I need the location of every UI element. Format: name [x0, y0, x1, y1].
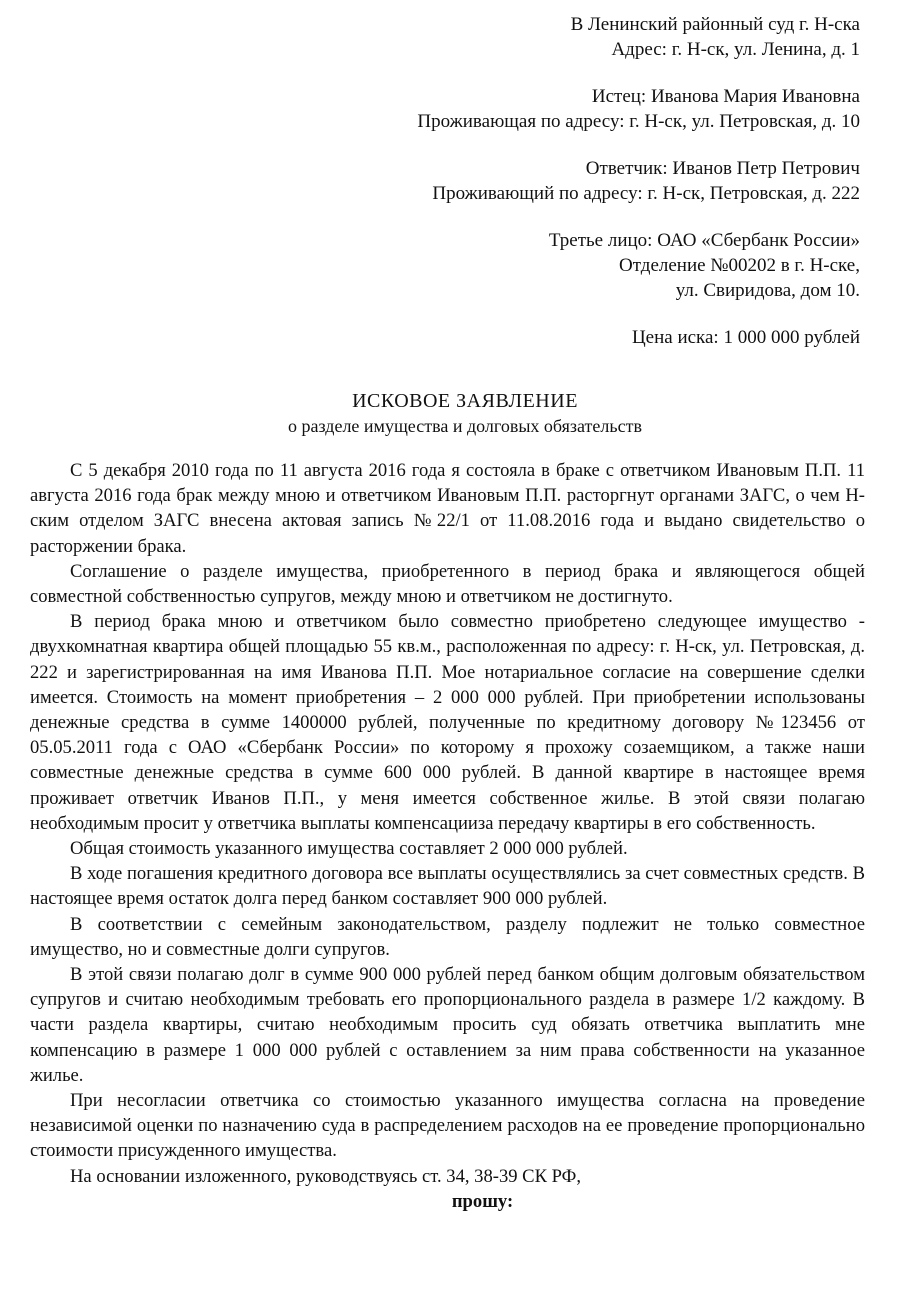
defendant-address: Проживающий по адресу: г. Н-ск, Петровская, д. 222	[432, 183, 860, 204]
third-party-address: ул. Свиридова, дом 10.	[675, 280, 860, 301]
document-body	[30, 458, 865, 1214]
plaintiff-name: Истец: Иванова Мария Ивановна	[591, 86, 860, 107]
third-party-name: Третье лицо: ОАО «Сбербанк России»	[548, 230, 860, 251]
title-main: ИСКОВОЕ ЗАЯВЛЕНИЕ	[352, 390, 578, 412]
paragraph: В период брака мною и ответчиком было совместно приобретено следующее имущество - двухкомнатная квартира общей площадью 55 кв.м., расположенная по адресу: г. Н-ск, ул. Петровская, д. 222 и зарегистрированная на имя Иванова П.П. Мое нотариальное согласие на совершение сделки имеется. Стоимость на момент приобретения – 2 000 000 рублей. При приобретении использованы денежные средства в сумме 1400000 рублей, полученные по кредитному договору №123456 от 05.05.2011 года с ОАО «Сбербанк России» по которому я прохожу созаемщиком, а также наши совместные денежные средства в сумме 600 000 рублей. В данной квартире в настоящее время проживает ответчик Иванов П.П., у меня имеется собственное жилье. В этой связи полагаю необходимым просит у ответчика выплаты компенсацииза передачу квартиры в его собственность.	[30, 611, 865, 834]
plaintiff-block	[300, 84, 860, 134]
paragraph: В этой связи полагаю долг в сумме 900 000 рублей перед банком общим долговым обязательством супругов и считаю необходимым требовать его пропорционального раздела в размере 1/2 каждому. В части раздела квартиры, считаю необходимым просить суд обязать ответчика выплатить мне компенсацию в размере 1 000 000 рублей с оставлением за ним права собственности на указанное жилье.	[30, 964, 865, 1086]
title-subtitle: о разделе имущества и долговых обязательств	[288, 416, 642, 436]
claim-price-block	[300, 325, 860, 350]
paragraph: В ходе погашения кредитного договора все выплаты осуществлялись за счет совместных средств. В настоящее время остаток долга перед банком составляет 900 000 рублей.	[30, 863, 865, 910]
claim-price: Цена иска: 1 000 000 рублей	[631, 327, 860, 348]
plaintiff-address: Проживающая по адресу: г. Н-ск, ул. Петровская, д. 10	[417, 111, 860, 132]
court-name: В Ленинский районный суд г. Н-ска	[570, 14, 860, 35]
closing-request: прошу:	[451, 1190, 514, 1212]
document-header	[300, 12, 860, 372]
paragraph: Общая стоимость указанного имущества составляет 2 000 000 рублей.	[70, 838, 628, 860]
defendant-block	[300, 156, 860, 206]
paragraph: В соответствии с семейным законодательством, разделу подлежит не только совместное имущество, но и совместные долги супругов.	[30, 913, 865, 960]
third-party-branch: Отделение №00202 в г. Н-ске,	[619, 255, 860, 276]
paragraph: На основании изложенного, руководствуясь ст. 34, 38-39 СК РФ,	[70, 1165, 581, 1187]
paragraph: С 5 декабря 2010 года по 11 августа 2016 года я состояла в браке с ответчиком Ивановым П.П. 11 августа 2016 года брак между мною и ответчиком Ивановым П.П. расторгнут органами ЗАГС, о чем Н-ским отделом ЗАГС внесена актовая запись №22/1 от 11.08.2016 года и выдано свидетельство о расторжении брака.	[30, 460, 865, 557]
court-address: Адрес: г. Н-ск, ул. Ленина, д. 1	[611, 39, 860, 60]
paragraph: Соглашение о разделе имущества, приобретенного в период брака и являющегося общей совместной собственностью супругов, между мною и ответчиком не достигнуто.	[30, 560, 865, 608]
paragraph: При несогласии ответчика со стоимостью указанного имущества согласна на проведение независимой оценки по назначению суда в распределением расходов на ее проведение пропорционально стоимости присужденного имущества.	[30, 1090, 865, 1162]
defendant-name: Ответчик: Иванов Петр Петрович	[585, 158, 860, 179]
third-party-block	[300, 228, 860, 303]
document-title	[0, 388, 900, 438]
court-block	[300, 12, 860, 62]
